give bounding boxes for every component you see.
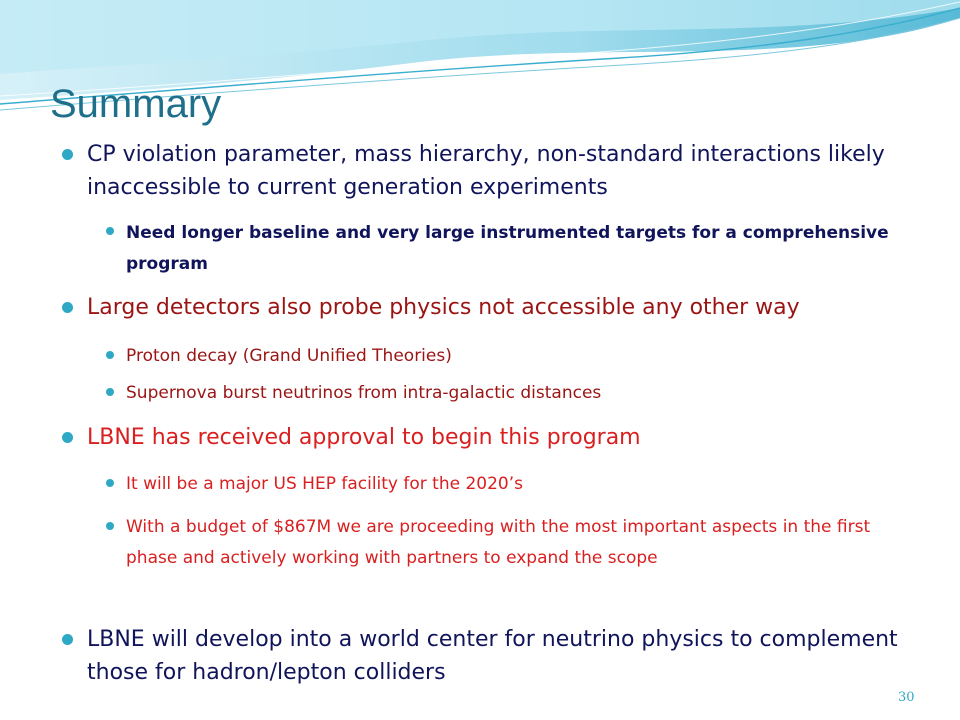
- bullet-marker: [62, 634, 73, 645]
- bullet-1-sub-1-text: Need longer baseline and very large instrumented targets for a comprehensive program: [126, 223, 889, 274]
- bullet-marker: [62, 149, 73, 160]
- bullet-3-sub-1-text: It will be a major US HEP facility for the 2020’s: [126, 474, 524, 494]
- slide-title: Summary: [50, 82, 222, 126]
- bullet-3-sub-2-text: With a budget of $867M we are proceeding with the most important aspects in the first phase and actively working with partners to expand the scope: [126, 517, 871, 568]
- bullet-2-sub-2-text: Supernova burst neutrinos from intra-galactic distances: [126, 383, 602, 403]
- sub-bullet-marker: [106, 388, 114, 396]
- sub-bullet-marker: [106, 227, 114, 235]
- sub-bullet-marker: [106, 351, 114, 359]
- sub-bullet-marker: [106, 479, 114, 487]
- bullet-1-text: CP violation parameter, mass hierarchy, non-standard interactions likely inaccessible to current generation experiments: [87, 142, 885, 200]
- bullet-2-sub-1-text: Proton decay (Grand Unified Theories): [126, 346, 452, 366]
- bullet-3-text: LBNE has received approval to begin this program: [87, 425, 641, 450]
- bullet-2-text: Large detectors also probe physics not accessible any other way: [87, 295, 800, 320]
- bullet-4-text: LBNE will develop into a world center for neutrino physics to complement those for hadron/lepton colliders: [87, 627, 898, 685]
- bullet-marker: [62, 432, 73, 443]
- page-number: 30: [898, 690, 915, 705]
- sub-bullet-marker: [106, 522, 114, 530]
- bullet-marker: [62, 302, 73, 313]
